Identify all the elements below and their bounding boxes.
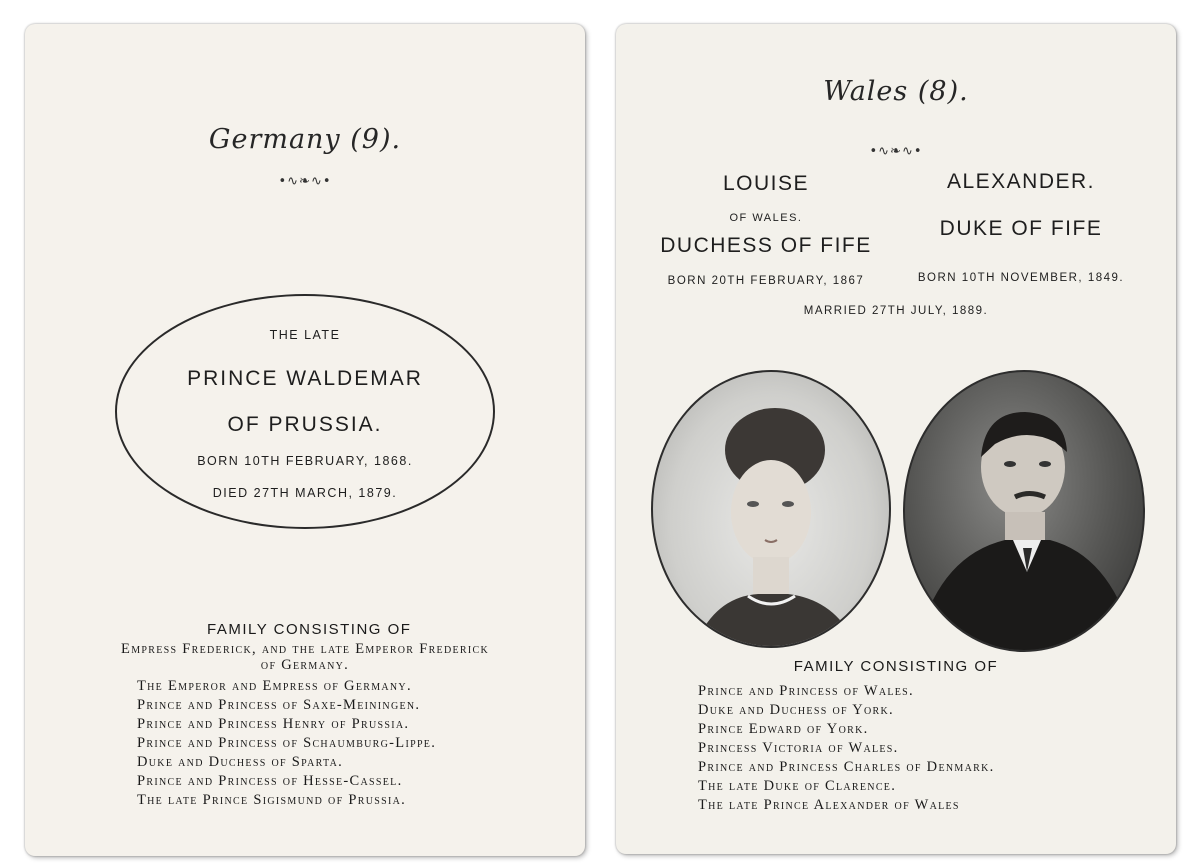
list-item: The late Prince Alexander of Wales <box>698 797 960 813</box>
oval-line-name: PRINCE WALDEMAR <box>187 367 423 390</box>
portrait-louise <box>651 370 891 648</box>
alexander-name: ALEXANDER. <box>946 170 1096 193</box>
list-item: Duke and Duchess of York. <box>698 702 894 718</box>
portrait-louise-figure <box>653 372 891 648</box>
list-item: Prince and Princess of Schaumburg-Lippe. <box>137 735 437 751</box>
list-item: The Emperor and Empress of Germany. <box>137 678 412 694</box>
family-intro-line-1: Empress Frederick, and the late Emperor Frederick <box>121 641 489 657</box>
family-list <box>137 677 436 810</box>
alexander-born: BORN 10TH NOVEMBER, 1849. <box>917 272 1125 284</box>
list-item: Prince and Princess Charles of Denmark. <box>698 759 995 775</box>
list-item: The late Prince Sigismund of Prussia. <box>137 792 407 808</box>
married-date: MARRIED 27TH JULY, 1889. <box>803 305 989 317</box>
alexander-title: DUKE OF FIFE <box>939 217 1103 240</box>
list-item: Prince and Princess of Wales. <box>698 683 914 699</box>
family-heading: FAMILY CONSISTING OF <box>793 658 999 675</box>
card-germany <box>25 24 585 856</box>
list-item: Prince and Princess Henry of Prussia. <box>137 716 410 732</box>
list-item: Princess Victoria of Wales. <box>698 740 899 756</box>
card-title: Wales (8). <box>823 76 969 107</box>
list-item: Prince and Princess of Saxe-Meiningen. <box>137 697 421 713</box>
ornament-divider: •∿❧∿• <box>869 144 923 159</box>
family-list <box>698 682 995 815</box>
list-item: Prince and Princess of Hesse-Cassel. <box>137 773 403 789</box>
list-item: Prince Edward of York. <box>698 721 869 737</box>
oval-line-prussia: OF PRUSSIA. <box>227 413 383 436</box>
louise-name: LOUISE <box>722 172 810 195</box>
louise-born: BORN 20TH FEBRUARY, 1867 <box>667 275 865 287</box>
oval-died: DIED 27TH MARCH, 1879. <box>212 486 398 500</box>
louise-of-wales: OF WALES. <box>729 212 803 224</box>
list-item: Duke and Duchess of Sparta. <box>137 754 344 770</box>
ornament-divider: •∿❧∿• <box>278 174 332 189</box>
oval-line-the-late: THE LATE <box>269 328 341 342</box>
oval-born: BORN 10TH FEBRUARY, 1868. <box>197 454 413 468</box>
family-heading: FAMILY CONSISTING OF <box>207 621 412 638</box>
portrait-alexander <box>903 370 1145 652</box>
card-wales <box>616 24 1176 854</box>
portrait-alexander-figure <box>905 372 1145 652</box>
louise-title: DUCHESS OF FIFE <box>660 234 872 257</box>
family-intro-line-2: of Germany. <box>260 657 350 673</box>
list-item: The late Duke of Clarence. <box>698 778 897 794</box>
card-title: Germany (9). <box>208 124 402 155</box>
